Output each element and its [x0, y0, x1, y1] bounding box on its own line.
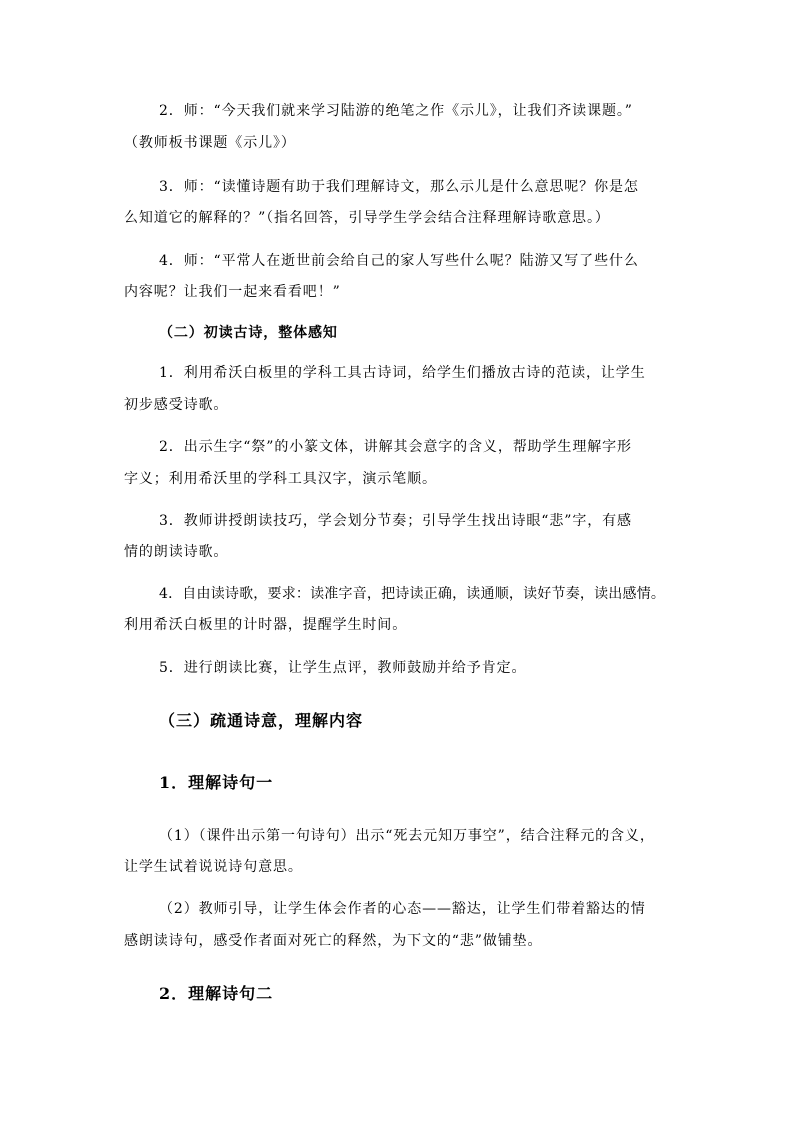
- subsection-heading: 2．理解诗句二: [159, 984, 274, 1003]
- paragraph-line: 4．自由读诗歌，要求：读准字音，把诗读正确，读通顺，读好节奏，读出感情。: [159, 586, 666, 602]
- paragraph-line: 2．师：“今天我们就来学习陆游的绝笔之作《示儿》，让我们齐读课题。”: [159, 103, 633, 119]
- paragraph-line: 1．利用希沃白板里的学科工具古诗词，给学生们播放古诗的范读，让学生: [159, 365, 646, 381]
- paragraph-line: 感朗读诗句，感受作者面对死亡的释然，为下文的“悲”做铺垫。: [124, 933, 543, 949]
- paragraph-line: 4．师：“平常人在逝世前会给自己的家人写些什么呢？陆游又写了些什么: [159, 253, 639, 269]
- paragraph-line: 2．出示生字“祭”的小篆文体，讲解其会意字的含义，帮助学生理解字形: [159, 439, 632, 455]
- paragraph-line: （教师板书课题《示儿》）: [124, 135, 296, 151]
- paragraph-line: 内容呢？让我们一起来看看吧！”: [124, 284, 341, 300]
- paragraph-line: 3．教师讲授朗读技巧，学会划分节奏；引导学生找出诗眼“悲”字，有感: [159, 513, 632, 529]
- paragraph-line: 让学生试着说说诗句意思。: [124, 859, 303, 875]
- subsection-heading: 1．理解诗句一: [159, 773, 274, 792]
- section-heading: （二）初读古诗，整体感知: [159, 325, 338, 341]
- paragraph-line: （2）教师引导，让学生体会作者的心态——豁达，让学生们带着豁达的情: [159, 901, 646, 917]
- paragraph-line: （1）（课件出示第一句诗句）出示“死去元知万事空”，结合注释元的含义，: [159, 828, 655, 844]
- paragraph-line: 5．进行朗读比赛，让学生点评，教师鼓励并给予肯定。: [159, 660, 527, 676]
- paragraph-line: 字义；利用希沃里的学科工具汉字，演示笔顺。: [124, 471, 437, 487]
- paragraph-line: 情的朗读诗歌。: [124, 544, 229, 560]
- paragraph-line: 利用希沃白板里的计时器，提醒学生时间。: [124, 617, 408, 633]
- section-heading: （三）疏通诗意，理解内容: [159, 711, 364, 730]
- paragraph-line: 3．师：“读懂诗题有助于我们理解诗文，那么示儿是什么意思呢？你是怎: [159, 179, 639, 195]
- paragraph-line: 么知道它的解释的？”（指名回答，引导学生学会结合注释理解诗歌意思。）: [124, 210, 610, 226]
- paragraph-line: 初步感受诗歌。: [124, 397, 229, 413]
